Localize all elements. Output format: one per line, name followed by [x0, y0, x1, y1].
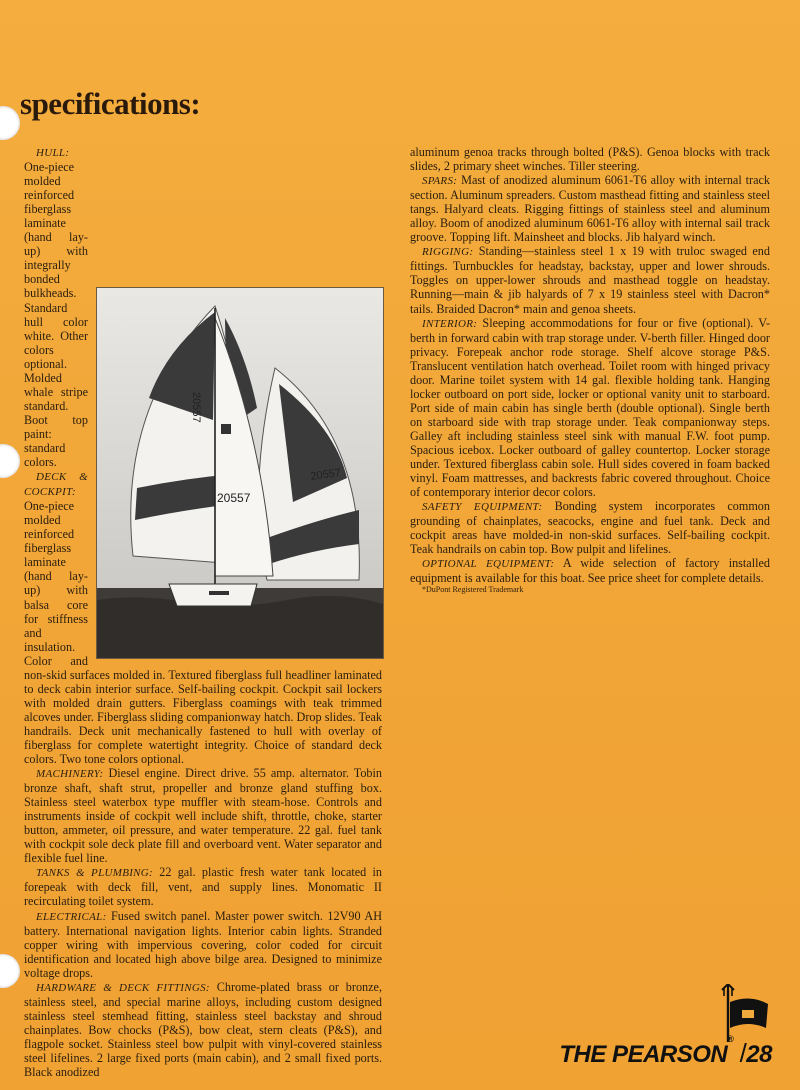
section-text-safety: Bonding system incorporates common grounding of chainplates, seacocks, engine and fuel tank. Deck and cockpit areas have molded-in non-skid surfaces. Self-bailing cockpit. Teak handrails on cabin top. Bow pulpit and lifelines. — [410, 499, 770, 557]
section-label-safety: SAFETY EQUIPMENT: — [422, 501, 543, 514]
section-text-deck: One-piece molded reinforced fiberglass laminate (hand lay-up) with balsa core for stiffness and insulation. Color and non-skid surfaces molded in. Textured fiberglass full headliner laminated to deck cabin interior surface. Self-bailing cockpit. Cockpit sail lockers with molded drain gutters. Fiberglass coamings with teak trimmed alcoves under. Fiberglass sliding companionway hatch. Drop slides. Teak handrails. Deck unit mechanically fastened to hull with overlay of fiberglass for complete watertight integrity. Choice of standard deck colors. Two tone colors optional. — [24, 499, 382, 767]
section-label-tanks: TANKS & PLUMBING: — [36, 867, 154, 880]
section-text-machinery: Diesel engine. Direct drive. 55 amp. alternator. Tobin bronze shaft, shaft strut, propeller and bronze gland stuffing box. Stainless steel waterbox type muffler with steam-hose. Controls and instruments inside of cockpit well include shift, throttle, choke, starter button, ammeter, oil pressure, and water temperature. 22 gal. fuel tank with cockpit sole deck plate fill and overboard vent. Water separator and flexible fuel line. — [24, 766, 382, 866]
section-label-machinery: MACHINERY: — [36, 768, 104, 781]
section-text-rigging: Standing—stainless steel 1 x 19 with truloc swaged end fittings. Turnbuckles for headstay, backstay, upper and lower shrouds. Toggles on upper-lower shrouds and masthead toggle on headstay. Running—main & jib halyards of 7 x 19 stainless steel with Dacron* tails. Braided Dacron* main and genoa sheets. — [410, 244, 770, 316]
section-text-tanks: 22 gal. plastic fresh water tank located in forepeak with deck fill, vent, and supply lines. Monomatic II recirculating toilet system. — [24, 865, 382, 909]
section-text-continued: aluminum genoa tracks through bolted (P&S). Genoa blocks with track slides, 2 primary sheet winches. Tiller steering. — [410, 145, 770, 174]
section-label-interior: INTERIOR: — [422, 317, 478, 330]
section-label-optional: OPTIONAL EQUIPMENT: — [422, 558, 555, 571]
section-label-hardware: HARDWARE & DECK FITTINGS: — [36, 981, 210, 994]
photo-wrap-space — [252, 287, 378, 677]
section-label-deck: DECK & COCKPIT: — [24, 471, 88, 499]
spec-column-right — [410, 145, 770, 677]
brand-name: THE PEARSON — [559, 1041, 728, 1068]
binder-hole — [0, 106, 20, 140]
registered-mark: ® — [727, 1034, 734, 1044]
trademark-note: *DuPont Registered Trademark — [422, 585, 524, 595]
sail-number: 20557 — [217, 491, 251, 505]
page-title: specifications: — [20, 86, 201, 121]
brand-wordmark: THE PEARSON® /28 — [559, 1034, 772, 1068]
section-label-spars: SPARS: — [422, 175, 458, 188]
section-label-electrical: ELECTRICAL: — [36, 910, 107, 923]
section-text-spars: Mast of anodized aluminum 6061-T6 alloy with internal track section. Aluminum spreaders. Custom masthead fitting and stainless steel tangs. Halyard cleats. Rigging fittings of stainless steel and aluminum alloy. Boom of anodized aluminum 6061-T6 alloy with internal sail track groove. Topping lift. Mainsheet and blocks. Jib halyard winch. — [410, 173, 770, 245]
section-text-interior: Sleeping accommodations for four or five (optional). V-berth in forward cabin with trap storage under. V-berth filler. Hinged door privacy. Forepeak anchor rode storage. Shelf alcove storage P&S. Translucent ventilation hatch overhead. Toilet room with hinged privacy door. Marine toilet system with 14 gal. flexible holding tank. Hanging locker outboard on port side, locker or optional vanity unit to starboard. Port side of main cabin has single berth (double optional). Single berth on starboard side with trap storage under. Teak companionway steps. Galley aft including stainless steel sink with manual F.W. foot pump. Spacious icebox. Locker outboard of galley countertop. Locker storage under. Textured fiberglass cabin sole. Hull sides covered in foam backed vinyl. Foam mattresses, and backrests fabric covered throughout. Choice of contemporary interior decor colors. — [410, 315, 771, 500]
section-label-rigging: RIGGING: — [422, 246, 474, 259]
section-text-hardware: Chrome-plated brass or bronze, stainless steel, and special marine alloys, including custom designed stainless steel stemhead fitting, stainless steel backstay and shroud chainplates. Bow chocks (P&S), bow cleat, stern cleats (P&S), and flagpole socket. Stainless steel bow pulpit with vinyl-covered stainless steel lifelines. 2 large fixed ports (main cabin), and 2 small fixed ports. Black anodized — [24, 979, 383, 1080]
brand-model: 28 — [746, 1041, 772, 1068]
section-text-electrical: Fused switch panel. Master power switch. 12V90 AH battery. International navigation lights. Interior cabin lights. Stranded copper wiring with impervious covering, color coded for circuit identification and located high above bilge area. Designed to minimize voltage drops. — [24, 908, 383, 980]
section-text-optional: A wide selection of factory installed equipment is available for this boat. See price sheet for complete details. — [410, 556, 770, 586]
section-text-hull: One-piece molded reinforced fiberglass laminate (hand lay-up) with integrally bonded bulkheads. Standard hull color white. Other colors optional. Molded whale stripe standard. Boot top paint: standard colors. — [24, 160, 88, 470]
binder-hole — [0, 954, 20, 988]
sail-number: 20557 — [190, 392, 202, 423]
sail-number: 20557 — [309, 466, 342, 483]
section-label-hull: HULL: — [36, 147, 70, 159]
binder-hole — [0, 444, 20, 478]
